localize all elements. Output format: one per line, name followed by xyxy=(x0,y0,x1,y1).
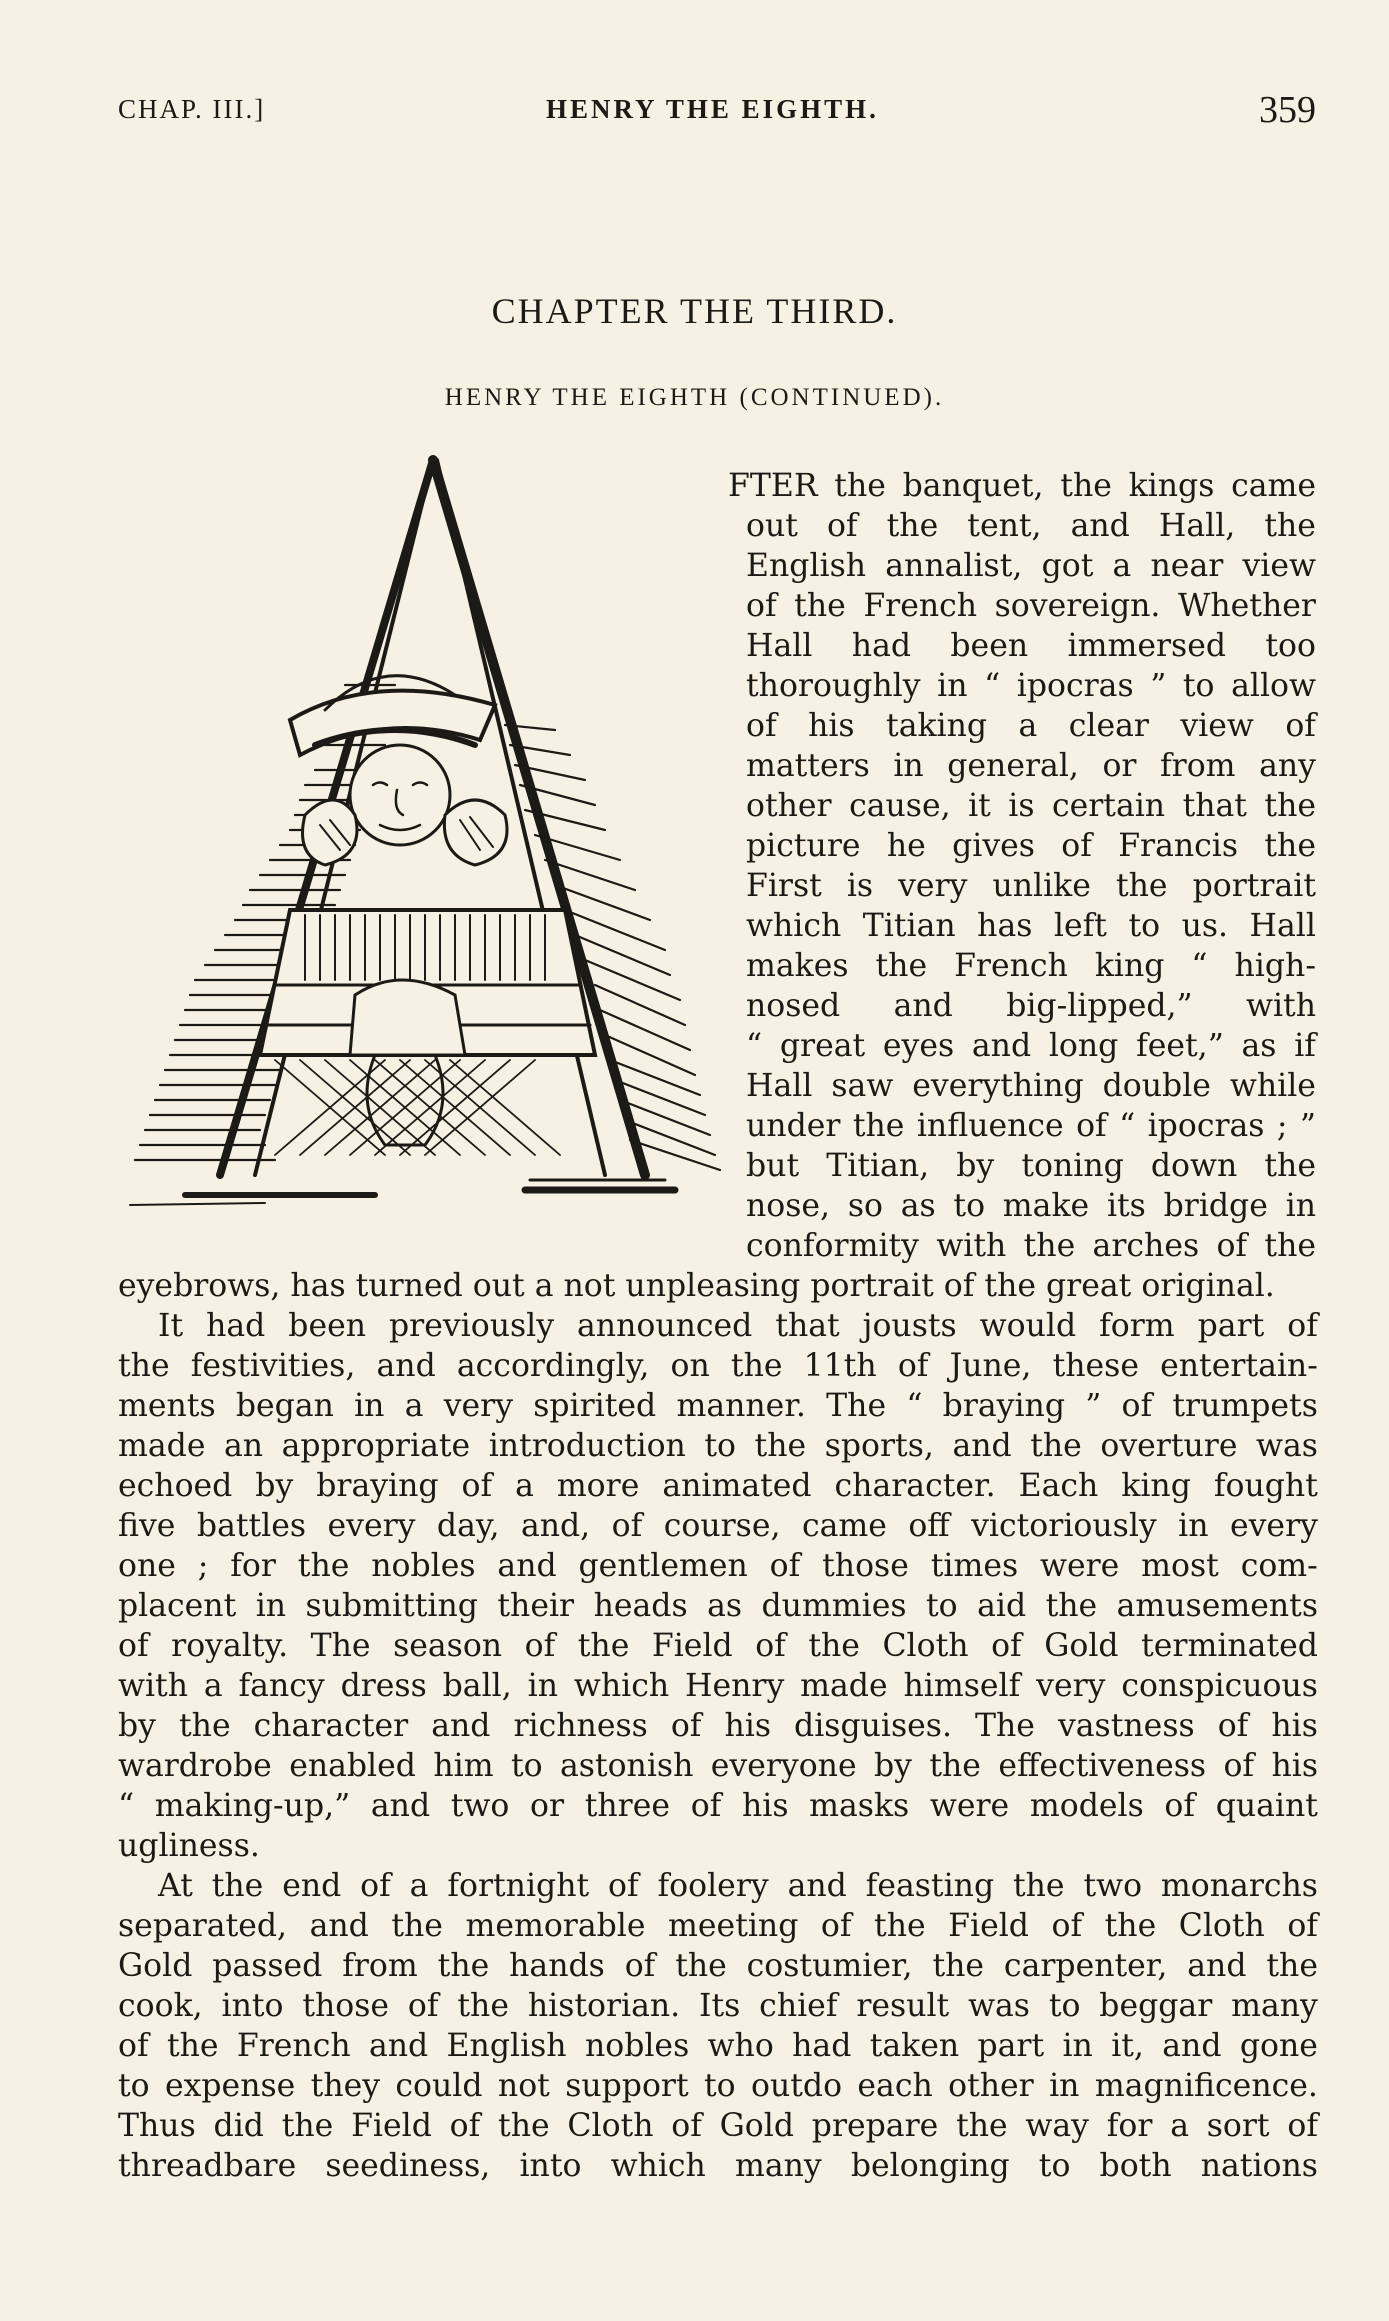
text-line: Hall saw everything double while xyxy=(746,1068,1316,1104)
text-line: one ; for the nobles and gentlemen of those times were most com- xyxy=(118,1548,1318,1584)
text-line: of his taking a clear view of xyxy=(746,708,1316,744)
text-line: under the influence of “ ipocras ; ” xyxy=(746,1108,1316,1144)
text-line: nosed and big-lipped,” with xyxy=(746,988,1316,1024)
text-line: made an appropriate introduction to the sports, and the overture was xyxy=(118,1428,1318,1464)
text-line: conformity with the arches of the xyxy=(746,1228,1316,1264)
text-line: of royalty. The season of the Field of the Cloth of Gold terminated xyxy=(118,1628,1318,1664)
text-line: It had been previously announced that jousts would form part of xyxy=(158,1308,1318,1344)
text-line: matters in general, or from any xyxy=(746,748,1316,784)
text-line: wardrobe enabled him to astonish everyone by the effectiveness of his xyxy=(118,1748,1318,1784)
text-line: “ making-up,” and two or three of his masks were models of quaint xyxy=(118,1788,1318,1824)
text-line: nose, so as to make its bridge in xyxy=(746,1188,1316,1224)
text-line: English annalist, got a near view xyxy=(746,548,1316,584)
paragraph-1-tail-block xyxy=(118,1266,1318,1306)
text-line: by the character and richness of his disguises. The vastness of his xyxy=(118,1708,1318,1744)
paragraph-2 xyxy=(118,1306,1318,1866)
chapter-subtitle: HENRY THE EIGHTH (CONTINUED). xyxy=(444,384,945,411)
text-line: At the end of a fortnight of foolery and feasting the two monarchs xyxy=(158,1868,1318,1904)
text-line: Gold passed from the hands of the costumier, the carpenter, and the xyxy=(118,1948,1318,1984)
text-line: of the French sovereign. Whether xyxy=(746,588,1316,624)
text-line: Thus did the Field of the Cloth of Gold prepare the way for a sort of xyxy=(118,2108,1318,2144)
running-head-chapter: CHAP. III.] xyxy=(118,94,266,124)
text-line: “ great eyes and long feet,” as if xyxy=(746,1028,1316,1064)
text-line: First is very unlike the portrait xyxy=(746,868,1316,904)
text-line: out of the tent, and Hall, the xyxy=(746,508,1316,544)
text-line: but Titian, by toning down the xyxy=(746,1148,1316,1184)
chapter-title: CHAPTER THE THIRD. xyxy=(491,291,898,331)
text-line: threadbare seediness, into which many belonging to both nations xyxy=(118,2148,1318,2184)
text-line: separated, and the memorable meeting of the Field of the Cloth of xyxy=(118,1908,1318,1944)
text-line: five battles every day, and, of course, came off victoriously in every xyxy=(118,1508,1318,1544)
illustrated-initial-a-icon xyxy=(125,455,725,1215)
page-number: 359 xyxy=(1259,89,1316,131)
text-line: other cause, it is certain that the xyxy=(746,788,1316,824)
text-line: placent in submitting their heads as dummies to aid the amusements xyxy=(118,1588,1318,1624)
text-line: the festivities, and accordingly, on the 11th of June, these entertain- xyxy=(118,1348,1318,1384)
text-line: ments began in a very spirited manner. The “ braying ” of trumpets xyxy=(118,1388,1318,1424)
text-line: thoroughly in “ ipocras ” to allow xyxy=(746,668,1316,704)
text-line: FTER the banquet, the kings came xyxy=(728,468,1316,504)
text-line: with a fancy dress ball, in which Henry made himself very conspicuous xyxy=(118,1668,1318,1704)
text-line: to expense they could not support to outdo each other in magnificence. xyxy=(118,2068,1318,2104)
text-line: which Titian has left to us. Hall xyxy=(746,908,1316,944)
text-line: of the French and English nobles who had taken part in it, and gone xyxy=(118,2028,1318,2064)
text-line: cook, into those of the historian. Its chief result was to beggar many xyxy=(118,1988,1318,2024)
text-line: ugliness. xyxy=(118,1828,260,1864)
text-line: Hall had been immersed too xyxy=(746,628,1316,664)
text-line: picture he gives of Francis the xyxy=(746,828,1316,864)
text-line: makes the French king “ high- xyxy=(746,948,1316,984)
text-line: eyebrows, has turned out a not unpleasing portrait of the great original. xyxy=(118,1268,1275,1304)
text-line: echoed by braying of a more animated character. Each king fought xyxy=(118,1468,1318,1504)
paragraph-3 xyxy=(118,1866,1318,2186)
running-head-title: HENRY THE EIGHTH. xyxy=(546,94,879,124)
running-head xyxy=(118,89,1316,132)
